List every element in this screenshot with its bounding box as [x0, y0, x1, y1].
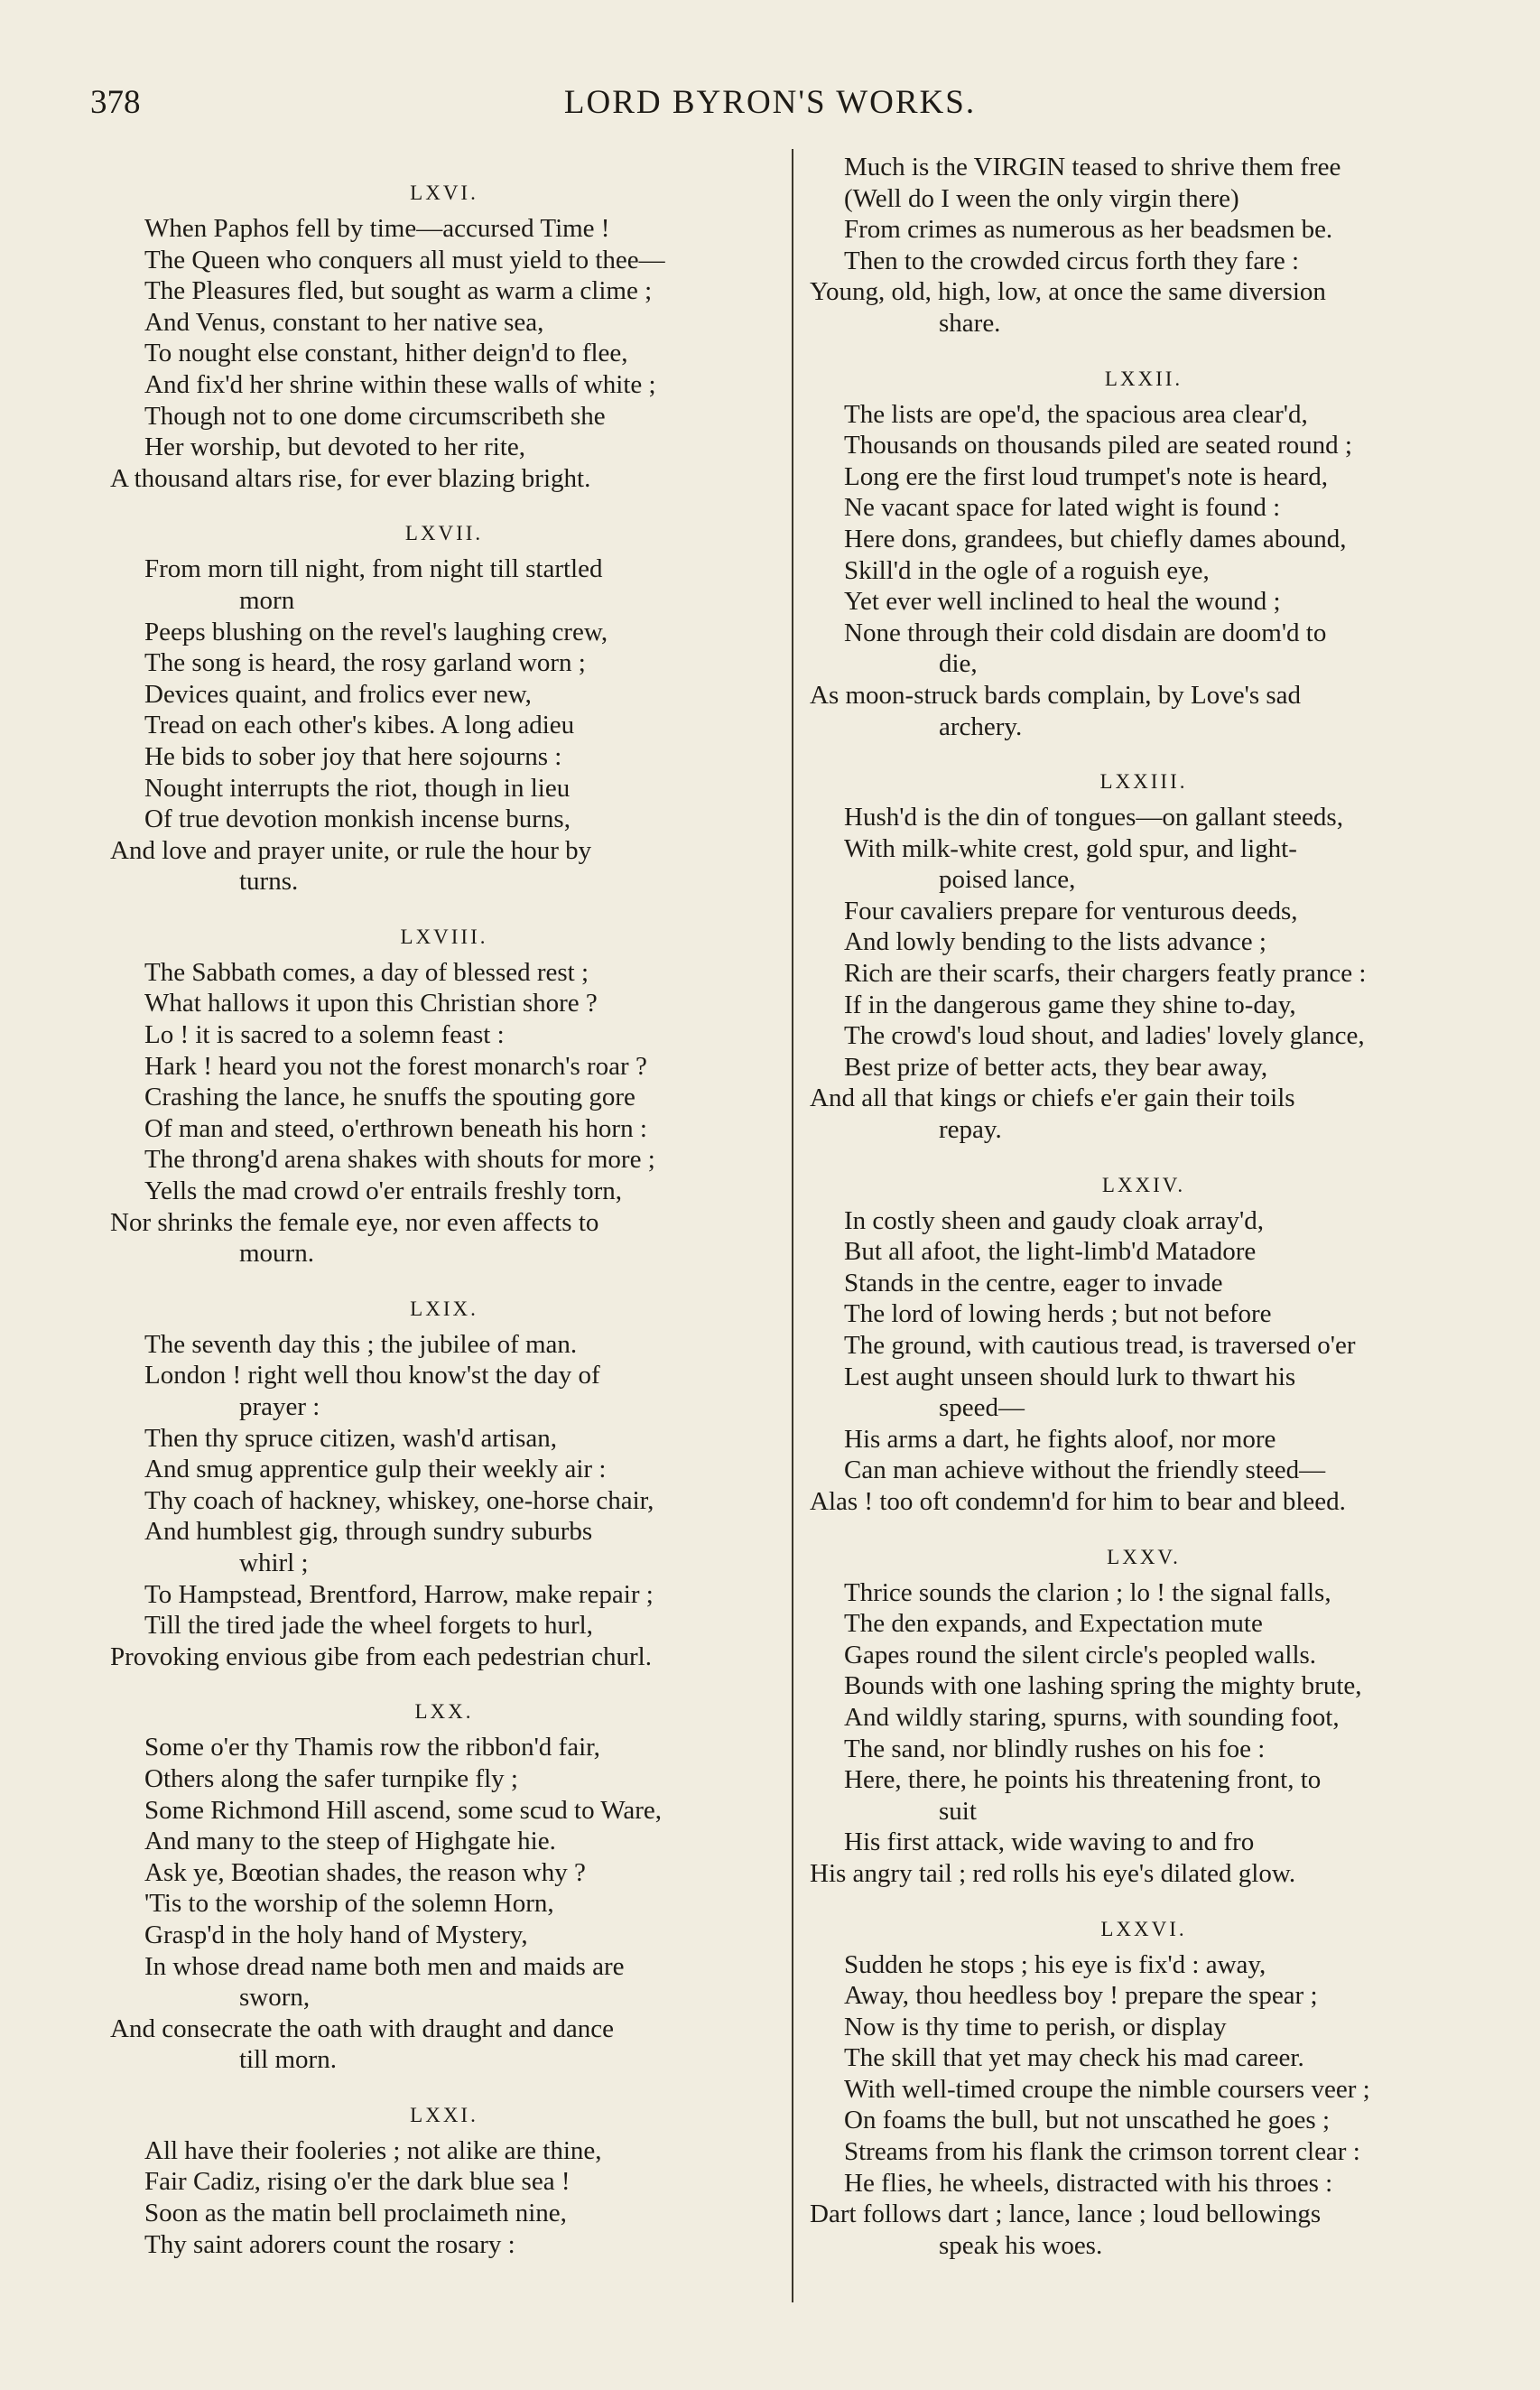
verse-line: The lists are ope'd, the spacious area clear'd, — [844, 399, 1308, 429]
verse-line: Devices quaint, and frolics ever new, — [144, 679, 532, 709]
stanza-number: LXXI. — [410, 2103, 478, 2126]
stanza-number: LXX. — [414, 1700, 474, 1724]
verse-line: The seventh day this ; the jubilee of man. — [144, 1329, 578, 1359]
verse-line: Can man achieve without the friendly steed— — [844, 1455, 1326, 1485]
verse-line: And smug apprentice gulp their weekly air : — [144, 1455, 607, 1484]
verse-line: 'Tis to the worship of the solemn Horn, — [144, 1889, 554, 1919]
page-number: 378 — [90, 84, 141, 121]
left-column — [110, 153, 778, 2260]
verse-line: Peeps blushing on the revel's laughing crew, — [144, 617, 608, 646]
running-header — [0, 83, 1540, 128]
verse-line: None through their cold disdain are doom'd to — [844, 618, 1327, 647]
verse-line: With milk-white crest, gold spur, and light- — [844, 833, 1297, 863]
verse-line: The throng'd arena shakes with shouts for more ; — [144, 1145, 655, 1175]
verse-line: Young, old, high, low, at once the same diversion — [810, 277, 1326, 307]
verse-line: Thrice sounds the clarion ; lo ! the signal falls, — [844, 1577, 1331, 1607]
stanza-number: LXVIII. — [400, 925, 488, 948]
verse-line: Hark ! heard you not the forest monarch's roar ? — [144, 1051, 647, 1081]
verse-line: Lest aught unseen should lurk to thwart his — [844, 1362, 1296, 1391]
verse-line: Her worship, but devoted to her rite, — [144, 432, 526, 462]
verse-line: Then thy spruce citizen, wash'd artisan, — [144, 1423, 557, 1453]
verse-line: Sudden he stops ; his eye is fix'd : away, — [844, 1949, 1266, 1979]
stanza — [810, 1538, 1478, 1890]
stanza-number: LXIX. — [410, 1297, 478, 1320]
verse-line: In whose dread name both men and maids are — [144, 1951, 625, 1981]
stanza-number: LXXV. — [1107, 1545, 1181, 1568]
verse-line: Till the tired jade the wheel forgets to hurl, — [144, 1611, 593, 1641]
stanza-number: LXXVI. — [1100, 1917, 1187, 1940]
verse-line: Some o'er thy Thamis row the ribbon'd fair, — [144, 1733, 600, 1762]
verse-line: prayer : — [239, 1392, 320, 1421]
verse-line: His arms a dart, he fights aloof, nor more — [844, 1424, 1276, 1454]
stanza — [110, 514, 778, 897]
verse-line: Long ere the first loud trumpet's note is heard, — [844, 461, 1328, 491]
verse-line: All have their fooleries ; not alike are thine, — [144, 2135, 602, 2165]
verse-line: And wildly staring, spurns, with sounding foot, — [844, 1702, 1340, 1732]
verse-line: Here, there, he points his threatening front, to — [844, 1765, 1322, 1795]
verse-line: Then to the crowded circus forth they fare : — [844, 246, 1300, 275]
verse-line: And consecrate the oath with draught and dance — [110, 2013, 615, 2043]
verse-line: Much is the VIRGIN teased to shrive them free — [844, 153, 1341, 181]
stanza — [810, 762, 1478, 1146]
verse-line: whirl ; — [239, 1548, 309, 1577]
verse-line: Streams from his flank the crimson torrent clear : — [844, 2137, 1360, 2167]
verse-line: The skill that yet may check his mad career. — [844, 2043, 1304, 2073]
stanza-number: LXXIII. — [1099, 770, 1188, 794]
verse-line: Fair Cadiz, rising o'er the dark blue sea ! — [144, 2167, 571, 2197]
right-column — [810, 152, 1478, 2261]
stanza-number: LXXIV. — [1101, 1173, 1186, 1196]
verse-line: mourn. — [239, 1239, 314, 1269]
verse-line: die, — [939, 649, 978, 679]
verse-line: The sand, nor blindly rushes on his foe : — [844, 1734, 1266, 1763]
stanza — [810, 1910, 1478, 2262]
verse-line: Rich are their scarfs, their chargers featly prance : — [844, 959, 1367, 989]
verse-line: repay. — [939, 1115, 1002, 1145]
verse-line: His first attack, wide waving to and fro — [844, 1827, 1255, 1857]
verse-line: Ask ye, Bœotian shades, the reason why ? — [144, 1857, 586, 1887]
verse-line: Tread on each other's kibes. A long adieu — [144, 711, 575, 740]
verse-line: turns. — [239, 867, 299, 897]
verse-line: And Venus, constant to her native sea, — [144, 307, 544, 337]
verse-line: Alas ! too oft condemn'd for him to bear and bleed. — [810, 1486, 1346, 1516]
verse-line: (Well do I ween the only virgin there) — [844, 183, 1239, 213]
verse-line: When Paphos fell by time—accursed Time ! — [144, 214, 610, 243]
verse-line: Stands in the centre, eager to invade — [844, 1268, 1223, 1297]
verse-line: Now is thy time to perish, or display — [844, 2012, 1227, 2041]
verse-line: share. — [939, 308, 1001, 338]
verse-line: He bids to sober joy that here sojourns : — [144, 741, 562, 771]
verse-line: The Queen who conquers all must yield to thee— — [144, 245, 665, 274]
verse-line: But all afoot, the light-limb'd Matadore — [844, 1237, 1257, 1267]
verse-line: Yells the mad crowd o'er entrails freshly torn, — [144, 1176, 622, 1206]
verse-line: In costly sheen and gaudy cloak array'd, — [844, 1205, 1265, 1235]
verse-line: Thy coach of hackney, whiskey, one-horse chair, — [144, 1485, 654, 1515]
verse-line: Lo ! it is sacred to a solemn feast : — [144, 1020, 505, 1050]
verse-line: Ne vacant space for lated wight is found : — [844, 493, 1281, 523]
stanza-number: LXVI. — [410, 181, 478, 204]
verse-line: He flies, he wheels, distracted with his throes : — [844, 2168, 1333, 2198]
verse-line: sworn, — [239, 1983, 311, 2013]
stanza — [810, 1166, 1478, 1518]
stanza — [110, 2096, 778, 2260]
verse-line: speak his woes. — [939, 2230, 1103, 2260]
stanza — [110, 1289, 778, 1673]
verse-line: Thy saint adorers count the rosary : — [144, 2229, 515, 2259]
verse-line: morn — [239, 585, 295, 615]
verse-line: And love and prayer unite, or rule the hour by — [110, 835, 592, 865]
stanza — [110, 1692, 778, 2076]
verse-line: Others along the safer turnpike fly ; — [144, 1763, 518, 1793]
verse-line: Of true devotion monkish incense burns, — [144, 804, 571, 834]
verse-line: Bounds with one lashing spring the mighty brute, — [844, 1671, 1362, 1701]
verse-line: Skill'd in the ogle of a roguish eye, — [844, 555, 1210, 585]
verse-line: Nought interrupts the riot, though in lieu — [144, 773, 571, 803]
verse-line: Some Richmond Hill ascend, some scud to Ware, — [144, 1795, 663, 1825]
verse-line: Nor shrinks the female eye, nor even affects to — [110, 1207, 599, 1237]
verse-line: From morn till night, from night till startled — [144, 554, 603, 584]
verse-line: From crimes as numerous as her beadsmen be. — [844, 215, 1333, 245]
verse-line: Grasp'd in the holy hand of Mystery, — [144, 1920, 528, 1949]
verse-line: To nought else constant, hither deign'd to flee, — [144, 339, 628, 368]
verse-line: The song is heard, the rosy garland worn ; — [144, 648, 586, 678]
stanza-number: LXVII. — [404, 522, 484, 545]
verse-line: What hallows it upon this Christian shore ? — [144, 989, 598, 1018]
verse-line: The den expands, and Expectation mute — [844, 1609, 1263, 1639]
running-head: LORD BYRON'S WORKS. — [563, 84, 977, 121]
verse-line: Four cavaliers prepare for venturous deeds, — [844, 896, 1298, 925]
stanza-number: LXXII. — [1104, 367, 1183, 390]
verse-line: till morn. — [239, 2045, 337, 2075]
verse-line: Best prize of better acts, they bear away, — [844, 1052, 1268, 1082]
verse-line: Yet ever well inclined to heal the wound ; — [844, 587, 1281, 617]
verse-line: On foams the bull, but not unscathed he goes ; — [844, 2106, 1331, 2135]
verse-line: Soon as the matin bell proclaimeth nine, — [144, 2199, 567, 2228]
verse-line: Hush'd is the din of tongues—on gallant steeds, — [844, 803, 1343, 832]
verse-line: Gapes round the silent circle's peopled walls. — [844, 1640, 1317, 1669]
verse-line: And humblest gig, through sundry suburbs — [144, 1517, 593, 1547]
verse-line: London ! right well thou know'st the day of — [144, 1361, 600, 1390]
verse-line: Though not to one dome circumscribeth she — [144, 401, 606, 431]
verse-line: Here dons, grandees, but chiefly dames abound, — [844, 524, 1347, 553]
verse-line: His angry tail ; red rolls his eye's dilated glow. — [810, 1858, 1296, 1888]
column-rule — [792, 149, 793, 2302]
verse-line: The Sabbath comes, a day of blessed rest ; — [144, 957, 589, 987]
stanza — [810, 359, 1478, 743]
verse-line: And many to the steep of Highgate hie. — [144, 1827, 556, 1856]
verse-line: The lord of lowing herds ; but not before — [844, 1299, 1272, 1329]
verse-line: The Pleasures fled, but sought as warm a clime ; — [144, 276, 653, 306]
verse-line: Of man and steed, o'erthrown beneath his horn : — [144, 1113, 647, 1143]
verse-line: Crashing the lance, he snuffs the spouting gore — [144, 1083, 635, 1112]
stanza — [110, 917, 778, 1269]
verse-line: poised lance, — [939, 865, 1076, 895]
verse-line: Dart follows dart ; lance, lance ; loud bellowings — [810, 2199, 1322, 2229]
verse-line: And fix'd her shrine within these walls of white ; — [144, 369, 656, 399]
verse-line: The crowd's loud shout, and ladies' lovely glance, — [844, 1021, 1365, 1051]
verse-line: Provoking envious gibe from each pedestrian churl. — [110, 1641, 652, 1671]
verse-line: speed— — [939, 1393, 1025, 1423]
verse-line: The ground, with cautious tread, is traversed o'er — [844, 1331, 1356, 1360]
verse-line: Thousands on thousands piled are seated round ; — [844, 431, 1352, 460]
verse-line: And all that kings or chiefs e'er gain their toils — [810, 1083, 1295, 1113]
stanza — [810, 152, 1478, 339]
verse-line: suit — [939, 1796, 977, 1826]
verse-line: If in the dangerous game they shine to-day, — [844, 990, 1296, 1019]
verse-line: To Hampstead, Brentford, Harrow, make repair ; — [144, 1579, 654, 1609]
verse-line: As moon-struck bards complain, by Love's sad — [810, 680, 1302, 710]
verse-line: And lowly bending to the lists advance ; — [844, 927, 1266, 957]
verse-line: Away, thou heedless boy ! prepare the spear ; — [844, 1981, 1318, 2011]
verse-line: archery. — [939, 711, 1023, 741]
stanza — [110, 173, 778, 494]
verse-line: With well-timed croupe the nimble coursers veer ; — [844, 2074, 1370, 2104]
verse-line: A thousand altars rise, for ever blazing bright. — [110, 463, 591, 493]
